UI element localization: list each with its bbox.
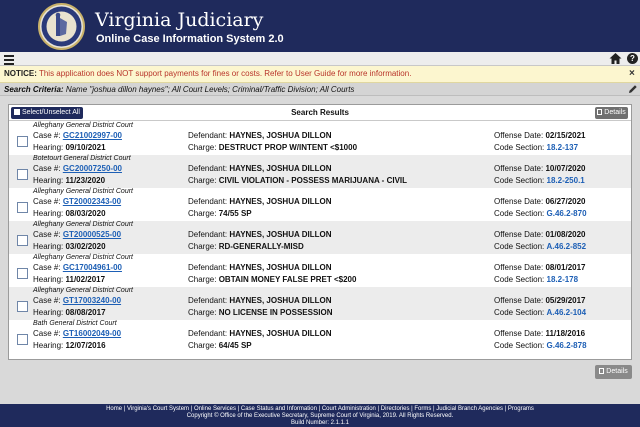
defendant-label: Defendant: [188, 197, 228, 206]
offense-date-value: 06/27/2020 [545, 197, 586, 206]
court-name: Alleghany General District Court [33, 188, 133, 195]
footer-link[interactable]: Programs [507, 406, 534, 412]
case-number-link[interactable]: GT20000525-00 [62, 230, 122, 239]
result-row [9, 254, 631, 287]
case-number-link[interactable]: GC20007250-00 [62, 164, 122, 173]
defendant-value: HAYNES, JOSHUA DILLON [229, 296, 332, 305]
case-label: Case #: [33, 164, 61, 173]
charge-label: Charge: [188, 242, 217, 251]
offense-date [494, 131, 586, 140]
hearing-value: 12/07/2016 [65, 341, 106, 350]
hearing-date [33, 308, 106, 317]
footer-link[interactable]: Online Services [193, 406, 236, 412]
defendant-label: Defendant: [188, 263, 228, 272]
court-name: Bath General District Court [33, 320, 117, 327]
case-label: Case #: [33, 230, 61, 239]
row-checkbox[interactable] [17, 301, 28, 312]
site-subtitle: Online Case Information System 2.0 [96, 33, 284, 45]
code-section-link[interactable]: 18.2-178 [546, 275, 579, 284]
footer-build: Build Number: 2.1.1.1 [290, 420, 350, 426]
case-number-link[interactable]: GC21002997-00 [62, 131, 122, 140]
hearing-value: 08/03/2020 [65, 209, 106, 218]
court-name: Alleghany General District Court [33, 287, 133, 294]
code-section-label: Code Section: [494, 242, 545, 251]
code-section-label: Code Section: [494, 308, 545, 317]
footer-link[interactable]: Directories [380, 406, 410, 412]
results-title: Search Results [291, 108, 349, 117]
navbar [0, 52, 640, 66]
footer-link[interactable]: Forms [414, 406, 432, 412]
defendant-label: Defendant: [188, 131, 228, 140]
offense-date [494, 197, 586, 206]
defendant-value: HAYNES, JOSHUA DILLON [229, 197, 332, 206]
footer-link[interactable]: Judicial Branch Agencies [436, 406, 503, 412]
defendant-value: HAYNES, JOSHUA DILLON [229, 230, 332, 239]
select-all-button[interactable] [11, 107, 83, 119]
hearing-label: Hearing: [33, 143, 64, 152]
details-label: Details [606, 368, 628, 375]
case-number-link[interactable]: GC17004961-00 [62, 263, 122, 272]
hearing-label: Hearing: [33, 275, 64, 284]
defendant-label: Defendant: [188, 329, 228, 338]
defendant [188, 296, 331, 305]
offense-date-value: 11/18/2016 [545, 329, 586, 338]
charge-label: Charge: [188, 143, 217, 152]
charge [188, 308, 333, 317]
case-number-link[interactable]: GT20002343-00 [62, 197, 122, 206]
defendant-value: HAYNES, JOSHUA DILLON [229, 131, 332, 140]
footer-separator: | [189, 406, 194, 412]
site-header [0, 0, 640, 52]
case-number [33, 164, 122, 173]
search-criteria-text [4, 85, 354, 94]
notice-banner [0, 66, 640, 83]
charge-value: OBTAIN MONEY FALSE PRET <$200 [218, 275, 357, 284]
court-name: Alleghany General District Court [33, 221, 133, 228]
defendant-value: HAYNES, JOSHUA DILLON [229, 164, 332, 173]
code-section-link[interactable]: A.46.2-104 [546, 308, 587, 317]
notice-text [4, 69, 411, 78]
charge [188, 242, 304, 251]
hearing-value: 03/02/2020 [65, 242, 106, 251]
pencil-icon[interactable] [628, 84, 638, 94]
row-checkbox[interactable] [17, 334, 28, 345]
charge-label: Charge: [188, 308, 217, 317]
charge [188, 275, 356, 284]
footer-link[interactable]: Virginia's Court System [126, 406, 190, 412]
defendant [188, 230, 331, 239]
footer-separator: | [503, 406, 508, 412]
case-label: Case #: [33, 197, 61, 206]
notice-label: NOTICE: [4, 69, 37, 78]
offense-date-label: Offense Date: [494, 230, 544, 239]
search-criteria-label: Search Criteria: [4, 85, 64, 94]
case-number-link[interactable]: GT16002049-00 [62, 329, 122, 338]
case-label: Case #: [33, 329, 61, 338]
row-checkbox[interactable] [17, 169, 28, 180]
case-label: Case #: [33, 131, 61, 140]
code-section-label: Code Section: [494, 143, 545, 152]
site-title: Virginia Judiciary [95, 9, 264, 31]
search-criteria-bar [0, 83, 640, 96]
offense-date-label: Offense Date: [494, 263, 544, 272]
home-icon[interactable] [609, 52, 622, 65]
code-section-label: Code Section: [494, 275, 545, 284]
footer-separator: | [235, 406, 241, 412]
offense-date-value: 05/29/2017 [545, 296, 586, 305]
hearing-label: Hearing: [33, 341, 64, 350]
code-section [494, 242, 586, 251]
court-name: Alleghany General District Court [33, 122, 133, 129]
hearing-date [33, 275, 105, 284]
offense-date [494, 164, 586, 173]
result-row [9, 188, 631, 221]
hearing-value: 11/23/2020 [65, 176, 106, 185]
offense-date-label: Offense Date: [494, 164, 544, 173]
row-checkbox[interactable] [17, 235, 28, 246]
charge [188, 176, 407, 185]
results-header [9, 105, 631, 121]
offense-date [494, 296, 586, 305]
defendant-label: Defendant: [188, 230, 228, 239]
hearing-label: Hearing: [33, 209, 64, 218]
checkbox-icon [14, 109, 20, 115]
code-section [494, 143, 578, 152]
result-row [9, 221, 631, 254]
row-checkbox[interactable] [17, 136, 28, 147]
select-all-label: Select/Unselect All [22, 109, 80, 116]
charge [188, 143, 357, 152]
hearing-date [33, 341, 106, 350]
footer-separator: | [122, 406, 127, 412]
hearing-label: Hearing: [33, 308, 64, 317]
charge-label: Charge: [188, 209, 217, 218]
offense-date [494, 263, 586, 272]
result-row [9, 287, 631, 320]
search-results-panel [8, 104, 632, 360]
offense-date-label: Offense Date: [494, 197, 544, 206]
virginia-seal-logo [38, 3, 85, 50]
offense-date-value: 01/08/2020 [545, 230, 586, 239]
result-row [9, 320, 631, 353]
help-icon[interactable]: ? [627, 53, 638, 64]
document-icon [599, 368, 604, 374]
footer-separator: | [375, 406, 381, 412]
code-section-link[interactable]: G.46.2-870 [546, 209, 587, 218]
defendant [188, 131, 331, 140]
case-number [33, 131, 122, 140]
case-number [33, 329, 121, 338]
footer-link[interactable]: Case Status and Information [240, 406, 317, 412]
offense-date-label: Offense Date: [494, 329, 544, 338]
footer-links [0, 406, 640, 413]
footer-link[interactable]: Home [106, 406, 123, 412]
charge [188, 209, 252, 218]
code-section-link[interactable]: A.46.2-852 [546, 242, 587, 251]
hearing-value: 08/08/2017 [65, 308, 106, 317]
offense-date-value: 02/15/2021 [545, 131, 586, 140]
footer-link[interactable]: Court Administration [321, 406, 376, 412]
code-section-label: Code Section: [494, 176, 545, 185]
defendant-value: HAYNES, JOSHUA DILLON [229, 263, 332, 272]
footer-separator: | [409, 406, 415, 412]
hearing-value: 11/02/2017 [65, 275, 106, 284]
offense-date-value: 10/07/2020 [545, 164, 586, 173]
case-number [33, 230, 121, 239]
row-checkbox[interactable] [17, 268, 28, 279]
code-section [494, 341, 587, 350]
defendant-value: HAYNES, JOSHUA DILLON [229, 329, 332, 338]
defendant-label: Defendant: [188, 164, 228, 173]
code-section [494, 176, 585, 185]
case-label: Case #: [33, 263, 61, 272]
notice-message: This application does NOT support payments for fines or costs. Refer to User Guide for more information. [38, 69, 412, 78]
site-footer [0, 404, 640, 427]
case-number [33, 263, 122, 272]
court-name: Alleghany General District Court [33, 254, 133, 261]
code-section-label: Code Section: [494, 341, 545, 350]
offense-date-label: Offense Date: [494, 296, 544, 305]
case-number [33, 197, 121, 206]
result-row [9, 155, 631, 188]
hearing-label: Hearing: [33, 242, 64, 251]
charge-value: CIVIL VIOLATION - POSSESS MARIJUANA - CIVIL [218, 176, 408, 185]
defendant [188, 329, 331, 338]
charge [188, 341, 252, 350]
code-section [494, 308, 586, 317]
document-icon [597, 109, 602, 115]
hearing-label: Hearing: [33, 176, 64, 185]
hearing-value: 09/10/2021 [65, 143, 106, 152]
hearing-date [33, 209, 106, 218]
offense-date-label: Offense Date: [494, 131, 544, 140]
case-number [33, 296, 121, 305]
charge-label: Charge: [188, 176, 217, 185]
close-icon[interactable]: × [629, 68, 635, 79]
code-section [494, 209, 587, 218]
search-criteria-value: Name "joshua dillon haynes"; All Court Levels; Criminal/Traffic Division; All Courts [65, 85, 355, 94]
footer-copyright: Copyright © Office of the Executive Secretary, Supreme Court of Virginia, 2019. All Rights Reserved. [186, 413, 454, 419]
charge-value: 74/55 SP [218, 209, 252, 218]
menu-icon[interactable] [4, 53, 14, 64]
code-section-link[interactable]: 18.2-250.1 [546, 176, 585, 185]
defendant-label: Defendant: [188, 296, 228, 305]
charge-label: Charge: [188, 341, 217, 350]
hearing-date [33, 176, 105, 185]
hearing-date [33, 242, 106, 251]
charge-value: DESTRUCT PROP W/INTENT <$1000 [218, 143, 358, 152]
defendant [188, 197, 331, 206]
defendant [188, 164, 331, 173]
details-label: Details [604, 109, 626, 116]
footer-separator: | [316, 406, 322, 412]
result-row [9, 122, 631, 155]
case-label: Case #: [33, 296, 61, 305]
row-checkbox[interactable] [17, 202, 28, 213]
code-section-label: Code Section: [494, 209, 545, 218]
code-section-link[interactable]: 18.2-137 [546, 143, 579, 152]
offense-date-value: 08/01/2017 [545, 263, 586, 272]
charge-value: NO LICENSE IN POSSESSION [218, 308, 333, 317]
case-number-link[interactable]: GT17003240-00 [62, 296, 122, 305]
offense-date [494, 230, 586, 239]
charge-label: Charge: [188, 275, 217, 284]
charge-value: 64/45 SP [218, 341, 252, 350]
details-button-bottom[interactable] [595, 365, 632, 379]
code-section [494, 275, 578, 284]
code-section-link[interactable]: G.46.2-878 [546, 341, 587, 350]
hearing-date [33, 143, 106, 152]
footer-separator: | [431, 406, 437, 412]
court-name: Botetourt General District Court [33, 155, 131, 162]
charge-value: RD-GENERALLY-MISD [218, 242, 304, 251]
offense-date [494, 329, 585, 338]
details-button-top[interactable] [595, 107, 628, 119]
defendant [188, 263, 331, 272]
